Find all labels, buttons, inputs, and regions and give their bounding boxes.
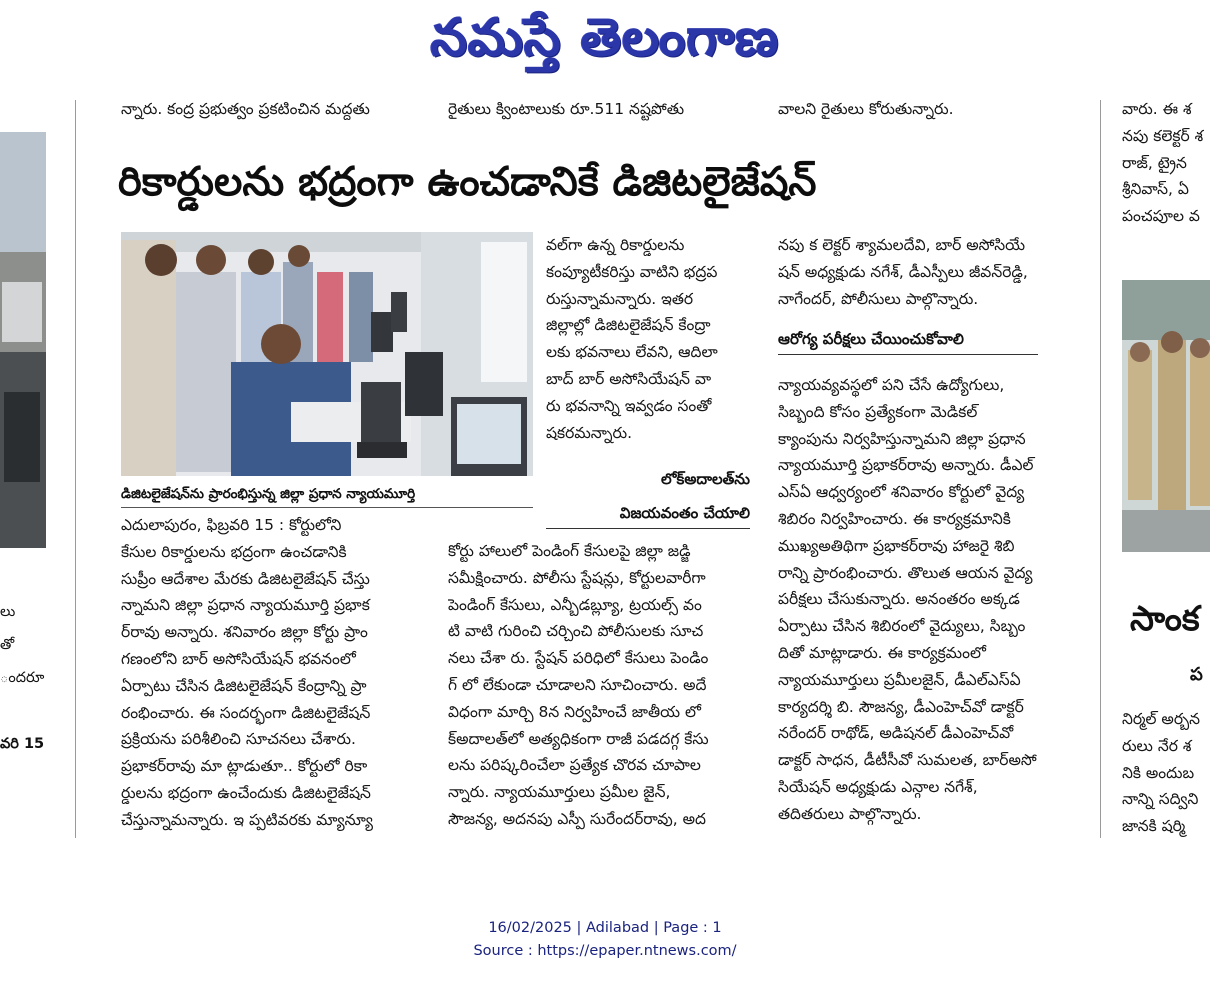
- body-line: లకు భవనాలు లేవని, ఆదిలా: [546, 343, 718, 362]
- body-line: పెండింగ్ కేసులు, ఎన్బీడబ్ల్యూ, ట్రయల్స్ వం: [448, 595, 702, 614]
- body-line: న్యాయమూర్తి ప్రభాకర్‌రావు అన్నారు. డీఎల్: [778, 456, 1034, 475]
- right-story-photo: [1122, 280, 1210, 552]
- body-line: గ్ లో లేకుండా చూడాలని సూచించారు. అదే: [448, 675, 707, 694]
- caption-rule: [121, 507, 533, 508]
- body-line: జిల్లాల్లో డిజిటలైజేషన్ కేంద్రా: [546, 316, 711, 335]
- body-line: నపు క లెక్టర్ శ్యామలదేవి, బార్ అసోసియే: [778, 236, 1026, 254]
- body-line: ప్రభాకర్‌రావు మా ట్లాడుతూ.. కోర్టులో రికా: [121, 757, 368, 776]
- main-column-3-top: [778, 232, 1078, 312]
- right-story-subhead: ప: [1190, 664, 1203, 685]
- body-line: షకరమన్నారు.: [546, 423, 632, 442]
- body-line: కేసుల రికార్డులను భద్రంగా ఉంచడానికి: [121, 542, 347, 561]
- body-line: ఎదులాపురం, ఫిబ్రవరి 15 : కోర్టులోని: [121, 516, 342, 534]
- body-line: రంభించారు. ఈ సందర్భంగా డిజిటలైజేషన్: [121, 703, 371, 722]
- left-story-photo: [0, 132, 46, 548]
- body-line: రాన్ని ప్రారంభించారు. తొలుత ఆయన వైద్య: [778, 563, 1033, 582]
- left-line: తో: [0, 637, 15, 653]
- body-line: నరేందర్ రాథోడ్, అడిషనల్ డీఎంహెచ్‌వో: [778, 724, 1014, 743]
- right-line: నికి అందుబ: [1122, 763, 1195, 782]
- body-line: రు భవనాన్ని ఇవ్వడం సంతో: [546, 396, 712, 415]
- body-line: తదితరులు పాల్గొన్నారు.: [778, 804, 922, 823]
- body-line: ర్‌రావు అన్నారు. శనివారం జిల్లా కోర్టు ప్రాం: [121, 623, 368, 642]
- body-line: కంప్యూటీకరిస్తు వాటిని భద్రప: [546, 262, 718, 281]
- right-line: రాజ్, ట్రైన: [1122, 153, 1187, 172]
- body-line: సమీక్షించారు. పోలీసు స్టేషన్లు, కోర్టులవారీగా: [448, 568, 706, 587]
- body-line: ప్రక్రియను పరిశీలించి సూచనలు చేశారు.: [121, 730, 356, 749]
- body-line: సిబ్బంది కోసం ప్రత్యేకంగా మెడికల్: [778, 402, 978, 421]
- right-line: పంచపూల వ: [1122, 207, 1200, 226]
- body-line: ర్డులను భద్రంగా ఉంచేందుకు డిజిటలైజేషన్: [121, 783, 371, 802]
- body-line: షన్ అధ్యక్షుడు నగేశ్, డీఎస్పీలు జీవన్‌రెడ్డి,: [778, 262, 1028, 281]
- body-line: క్యాంపును నిర్వహిస్తున్నామని జిల్లా ప్రధాన: [778, 429, 1026, 448]
- top-strip-col2: రైతులు క్వింటాలుకు రూ.511 నష్టపోతు: [448, 100, 685, 118]
- main-column-3-bottom: [778, 372, 1078, 828]
- subhead-health-checkup: ఆరోగ్య పరీక్షలు చేయించుకోవాలి: [778, 326, 1038, 355]
- body-line: న్యాయమూర్తులు ప్రమీలజైన్, డీఎల్ఎస్ఏ: [778, 670, 1021, 689]
- body-line: బాద్ బార్ అసోసియేషన్ వా: [546, 369, 712, 388]
- right-line: రులు నేర శ: [1122, 736, 1192, 755]
- body-line: శిబిరం నిర్వహించారు. ఈ కార్యక్రమానికి: [778, 509, 1011, 528]
- body-line: లను పరిష్కరించేలా ప్రత్యేక చొరవ చూపాల: [448, 756, 701, 775]
- body-line: సుప్రీం ఆదేశాల మేరకు డిజిటలైజేషన్ చేస్తు: [121, 569, 370, 588]
- top-strip-col1: న్నారు. కంద్ర ప్రభుత్వం ప్రకటించిన మద్దతు: [121, 100, 370, 118]
- main-column-2-top: [546, 232, 750, 446]
- left-line: [0, 695, 66, 728]
- masthead-logo: నమస్తే తెలంగాణ: [430, 8, 780, 68]
- body-line: కార్యదర్శి బి. సౌజన్య, డీఎంహెచ్‌వో డాక్టర్: [778, 697, 1024, 716]
- main-column-2-bottom: [448, 538, 750, 833]
- body-line: న్నామని జిల్లా ప్రధాన న్యాయమూర్తి ప్రభాక: [121, 596, 370, 615]
- right-line: జానకి షర్మి: [1122, 817, 1186, 836]
- column-rule-right: [1100, 100, 1101, 838]
- photo-caption: డిజిటలైజేషన్‌ను ప్రారంభిస్తున్న జిల్లా ప్రధాన న్యాయమూర్తి: [121, 486, 416, 502]
- footer-meta: 16/02/2025 | Adilabad | Page : 1: [488, 920, 722, 936]
- main-headline: రికార్డులను భద్రంగా ఉంచడానికే డిజిటలైజేషన్: [118, 159, 817, 205]
- body-line: టి వాటి గురించి చర్చించి పోలీసులకు సూచ: [448, 622, 704, 641]
- subhead-lok-adalat-1: లోక్‌అదాలత్‌ను: [661, 470, 750, 488]
- body-line: వల్‌గా ఉన్న రికార్డులను: [546, 236, 685, 254]
- left-line: ందరూ: [0, 670, 45, 686]
- body-line: సౌజన్య, అదనపు ఎస్పీ సురేందర్‌రావు, అద: [448, 809, 706, 828]
- main-story-photo: [121, 232, 533, 476]
- right-line: వారు. ఈ శ: [1122, 100, 1192, 118]
- right-line: నాన్ని సద్విని: [1122, 790, 1199, 809]
- body-line: నలు చేశా రు. స్టేషన్ పరిధిలో కేసులు పెండిం: [448, 649, 709, 668]
- body-line: విధంగా మార్చి 8న నిర్వహించే జాతీయ లో: [448, 702, 701, 721]
- body-line: కోర్టు హాలులో పెండింగ్ కేసులపై జిల్లా జడ్జి: [448, 542, 691, 560]
- body-line: న్నారు. న్యాయమూర్తులు ప్రమీల జైన్,: [448, 783, 671, 802]
- left-dateline: వరి 15: [0, 736, 45, 752]
- body-line: న్యాయవ్యవస్థలో పని చేసే ఉద్యోగులు,: [778, 376, 1005, 394]
- subhead-lok-adalat-2: విజయవంతం చేయాలి: [546, 500, 750, 529]
- left-line: లు: [0, 604, 16, 620]
- right-line: నపు కలెక్టర్ శ: [1122, 126, 1204, 145]
- right-story-top-text: [1122, 96, 1210, 230]
- body-line: రుస్తున్నామన్నారు. ఇతర: [546, 289, 694, 308]
- body-line: సియేషన్ అధ్యక్షుడు ఎన్గాల నగేశ్,: [778, 777, 978, 796]
- body-line: క్‌అదాలత్‌లో అత్యధికంగా రాజీ పడదగ్గ కేసు: [448, 729, 709, 748]
- body-line: ఎస్ఏ ఆధ్వర్యంలో శనివారం కోర్టులో వైద్య: [778, 483, 1025, 502]
- body-line: నాగేందర్, పోలీసులు పాల్గొన్నారు.: [778, 289, 979, 308]
- main-column-1: [121, 512, 421, 834]
- right-story-body: [1122, 706, 1210, 840]
- body-line: ఏర్పాటు చేసిన శిబిరంలో వైద్యులు, సిబ్బం: [778, 617, 1026, 636]
- body-line: డాక్టర్ సాధన, డీటీసీవో సుమలత, బార్‌అసో: [778, 751, 1037, 770]
- right-story-headline: సాంక: [1130, 599, 1200, 639]
- body-line: ముఖ్యఅతిథిగా ప్రభాకర్‌రావు హాజరై శిబి: [778, 536, 1015, 555]
- body-line: చేస్తున్నామన్నారు. ఇ ప్పటివరకు మ్యాన్యూ: [121, 810, 373, 829]
- body-line: గణంలోని బార్ అసోసియేషన్ భవనంలో: [121, 649, 356, 668]
- left-story-text: [0, 596, 66, 761]
- body-line: ఏర్పాటు చేసిన డిజిటలైజేషన్ కేంద్రాన్ని ప్రా: [121, 676, 367, 695]
- right-line: నిర్మల్ అర్బన: [1122, 710, 1201, 728]
- body-line: దితో మాట్లాడారు. ఈ కార్యక్రమంలో: [778, 643, 986, 662]
- footer-source: Source : https://epaper.ntnews.com/: [473, 943, 737, 959]
- top-strip-col3: వాలని రైతులు కోరుతున్నారు.: [778, 100, 954, 118]
- body-line: పరీక్షలు చేసుకున్నారు. అనంతరం అక్కడ: [778, 590, 1020, 609]
- column-rule-left: [75, 100, 76, 838]
- right-line: శ్రీనివాస్, ఏ: [1122, 180, 1189, 199]
